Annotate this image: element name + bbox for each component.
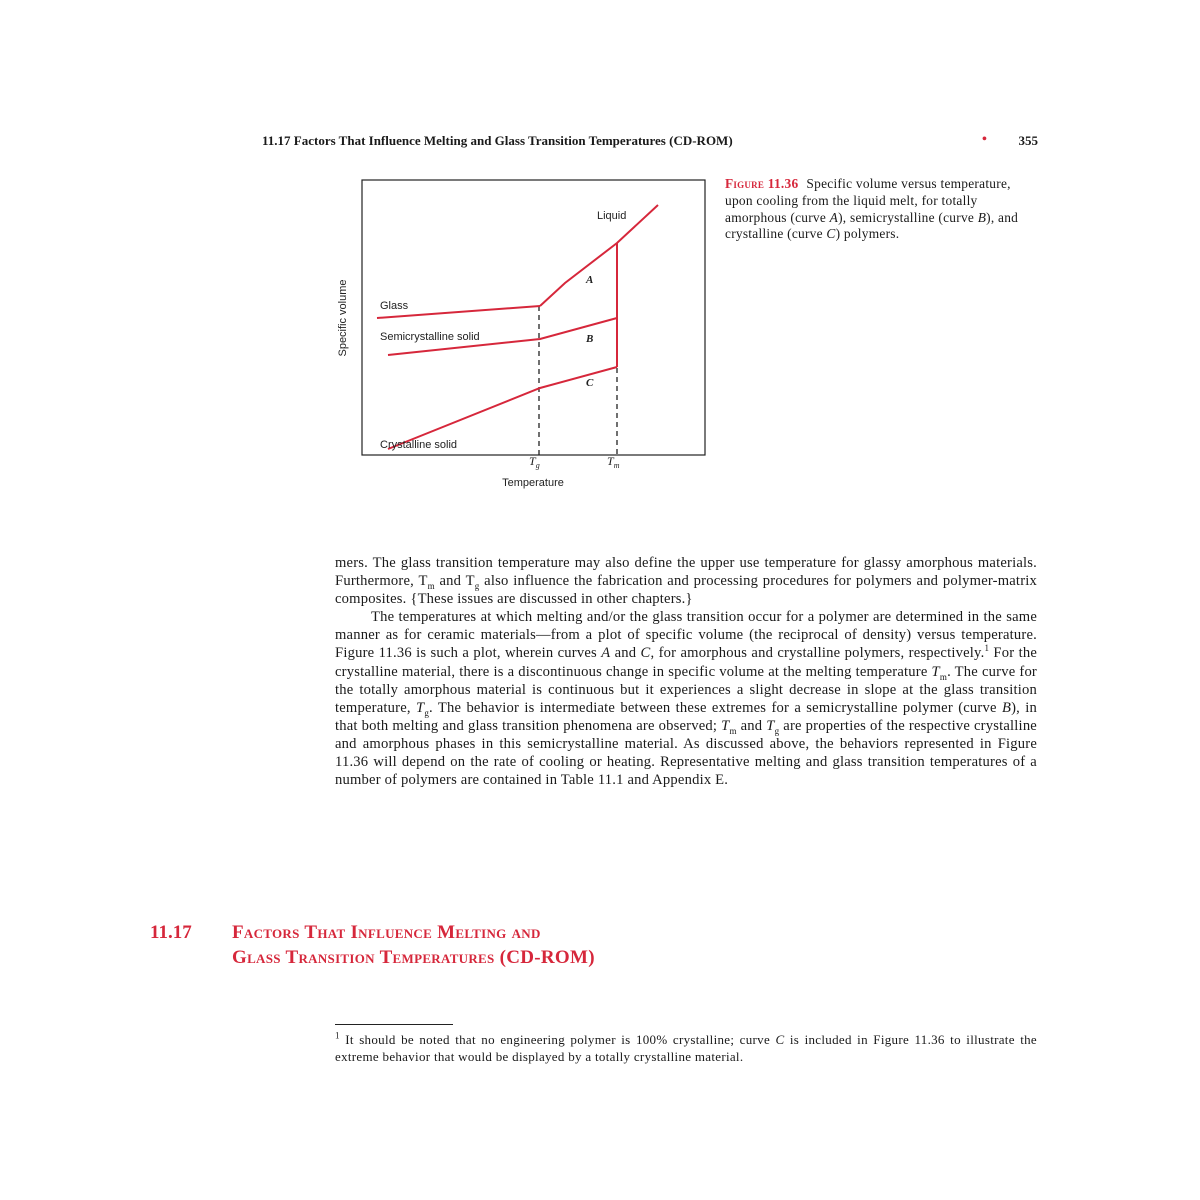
section-heading	[150, 920, 910, 970]
figure-11-36	[335, 178, 725, 498]
section-title-line-2: Glass Transition Temperatures (CD-ROM)	[232, 947, 595, 968]
caption-text-2: ), semicrystalline (curve	[838, 209, 978, 225]
label-glass: Glass	[380, 300, 409, 312]
caption-text-1: Specific volume versus temperature, upon cooling from the liquid melt, for totally amorphous (curve	[725, 176, 1011, 225]
caption-curve-a: A	[829, 209, 839, 225]
p2-curve-c: C	[640, 645, 651, 662]
section-title-line-1: Factors That Influence Melting and	[232, 922, 541, 943]
caption-curve-b: B	[977, 209, 987, 225]
footnote	[335, 1031, 1037, 1065]
footnote-text-a: It should be noted that no engineering polymer is 100% crystalline; curve	[339, 1032, 776, 1047]
tick-tg-main: T	[529, 454, 536, 468]
p2-text-i: are properties of the respective crystalline and amorphous phases in this semicrystalline material. As discussed above, the behaviors represented in Figure 11.36 will depend on the rate of cooling or heating. Representative melting and glass transition temperatures of a number of polymers are contained in Table 11.1 and Appendix E.	[335, 717, 1037, 789]
label-liquid: Liquid	[597, 210, 627, 222]
running-head-bullet: •	[982, 132, 987, 147]
paragraph-1	[335, 554, 1037, 608]
p1-mid: and T	[434, 573, 475, 590]
p2-text-g: ), in that both melting and glass transition phenomena are observed;	[335, 699, 1037, 734]
p2-text-f: . The behavior is intermediate between these extremes for a semicrystalline polymer (curve	[429, 699, 1002, 716]
footnote-reference[interactable]: 1	[984, 643, 990, 654]
p2-t3-sub: m	[729, 725, 737, 736]
p2-t3: T	[721, 717, 730, 734]
tick-tm-sub: m	[613, 461, 620, 470]
p1-sub-m: m	[427, 581, 435, 591]
tick-label-tm	[607, 454, 620, 470]
section-number: 11.17	[150, 922, 192, 943]
p2-text-d: For the crystalline material, there is a discontinuous change in specific volume at the melting temperature	[335, 645, 1038, 680]
p2-text-c: , for amorphous and crystalline polymers, respectively.	[650, 645, 985, 662]
p2-text-e: . The curve for the totally amorphous material is continuous but it experiences a slight decrease in slope at the glass transition temperature,	[335, 663, 1037, 716]
caption-text-4: ) polymers.	[835, 226, 900, 242]
caption-text-3: ), and crystalline (curve	[725, 209, 1019, 242]
section-heading-line-2	[150, 945, 910, 970]
p1-sub-g: g	[474, 581, 480, 591]
figure-caption	[725, 176, 1025, 243]
p1-text: mers. The glass transition temperature may also define the upper use temperature for glassy amorphous materials. Furthermore, T	[335, 555, 1037, 590]
p2-t4-sub: g	[774, 725, 780, 736]
label-semicrystalline-solid: Semicrystalline solid	[380, 331, 480, 343]
p2-curve-a: A	[601, 645, 611, 662]
footnote-text-b: is included in Figure 11.36 to illustrate the extreme behavior that would be displayed by a totally crystalline material.	[335, 1032, 1037, 1064]
curve-label-b: B	[586, 333, 594, 345]
p2-curve-b: B	[1001, 699, 1012, 716]
specific-volume-chart	[335, 178, 725, 498]
x-axis-label: Temperature	[502, 477, 564, 489]
p2-t2: T	[416, 699, 425, 716]
footnote-curve-c: C	[775, 1032, 785, 1047]
p2-t1: T	[931, 663, 940, 680]
p2-t4: T	[766, 717, 775, 734]
running-head-title: 11.17 Factors That Influence Melting and Glass Transition Temperatures (CD-ROM)	[262, 133, 733, 148]
tick-tm-main: T	[607, 454, 614, 468]
page-number: 355	[1018, 133, 1038, 148]
paragraph-2	[335, 608, 1037, 789]
p2-text-a: The temperatures at which melting and/or the glass transition occur for a polymer are determined in the same manner as for ceramic materials—from a plot of specific volume (the reciprocal of density) versus temperature. Figure 11.36 is such a plot, wherein curves	[335, 609, 1037, 662]
tick-label-tg	[529, 454, 540, 470]
footnote-rule	[335, 1024, 453, 1025]
curve-label-a: A	[586, 274, 594, 286]
label-crystalline-solid: Crystalline solid	[380, 439, 458, 451]
body-text	[335, 554, 1037, 789]
figure-label: Figure 11.36	[725, 176, 799, 191]
crystalline-line	[388, 367, 617, 449]
p1-end: also influence the fabrication and processing procedures for polymers and polymer-matrix composites. {These issues are discussed in other chapters.}	[335, 573, 1037, 608]
plot-frame	[362, 180, 705, 455]
p2-t2-sub: g	[424, 707, 430, 718]
caption-curve-c: C	[826, 226, 836, 242]
section-heading-line-1	[150, 920, 910, 945]
curve-label-c: C	[586, 377, 594, 389]
footnote-marker: 1	[335, 1030, 340, 1041]
p2-t1-sub: m	[939, 671, 948, 682]
p2-text-b: and	[610, 645, 641, 662]
p2-text-h: and	[736, 717, 767, 734]
y-axis-label: Specific volume	[337, 279, 349, 357]
tick-tg-sub: g	[535, 461, 540, 470]
